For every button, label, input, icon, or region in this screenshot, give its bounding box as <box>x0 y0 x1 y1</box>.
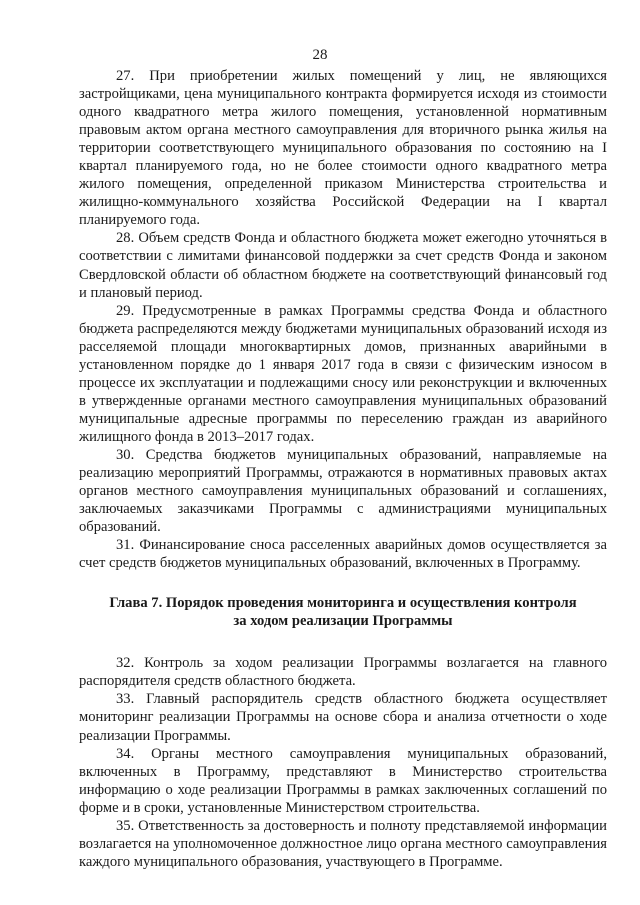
paragraph-34: 34. Органы местного самоуправления муниципальных образований, включенных в Программу, представляют в Министерство строительства информацию о ходе реализации Программы в рамках заключенных соглашений по форме и в сроки, установленные Министерством строительства. <box>79 745 607 816</box>
paragraph-33: 33. Главный распорядитель средств областного бюджета осуществляет мониторинг реализации Программы на основе сбора и анализа отчетности о ходе реализации Программы. <box>79 691 607 744</box>
paragraph-30: 30. Средства бюджетов муниципальных образований, направляемые на реализацию мероприятий Программы, отражаются в нормативных правовых актах органов местного самоуправления муниципальных образований и соглашениях, заключаемых заказчиками Программы с администрациями муниципальных образований. <box>79 446 607 536</box>
paragraph-29: 29. Предусмотренные в рамках Программы средства Фонда и областного бюджета распределяются между бюджетами муниципальных образований исходя из расселяемой площади многоквартирных домов, признанных аварийными в установленном порядке до 1 января 2017 года в связи с физическим износом в процессе их эксплуатации и подлежащими сносу или реконструкции и включенных в утвержденные органами местного самоуправления муниципальных образований муниципальные адресные программы по переселению граждан из аварийного жилищного фонда в 2013–2017 годах. <box>79 302 607 445</box>
chapter-heading <box>79 594 607 630</box>
chapter-heading-line-2: за ходом реализации Программы <box>233 613 453 630</box>
paragraph-35: 35. Ответственность за достоверность и полноту представляемой информации возлагается на уполномоченное должностное лицо органа местного самоуправления каждого муниципального образования, участвующего в Программе. <box>79 817 607 870</box>
page-number: 28 <box>312 47 328 63</box>
chapter-heading-line-1: Глава 7. Порядок проведения мониторинга и осуществления контроля <box>109 595 577 612</box>
paragraph-28: 28. Объем средств Фонда и областного бюджета может ежегодно уточняться в соответствии с лимитами финансовой поддержки за счет средств Фонда и законом Свердловской области об областном бюджете на соответствующий финансовый год и плановый период. <box>79 230 607 301</box>
paragraph-32: 32. Контроль за ходом реализации Программы возлагается на главного распорядителя средств областного бюджета. <box>79 655 607 690</box>
paragraph-27: 27. При приобретении жилых помещений у лиц, не являющихся застройщиками, цена муниципального контракта формируется исходя из стоимости одного квадратного метра жилого помещения, установленной нормативным правовым актом органа местного самоуправления для вторичного рынка жилья на территории соответствующего муниципального образования по состоянию на I квартал планируемого года, но не более стоимости одного квадратного метра жилого помещения, определенной приказом Министерства строительства и жилищно-коммунального хозяйства Российской Федерации на I квартал планируемого года. <box>79 68 607 229</box>
paragraph-31: 31. Финансирование сноса расселенных аварийных домов осуществляется за счет средств бюджетов муниципальных образований, включенных в Программу. <box>79 537 607 572</box>
document-body <box>79 67 607 871</box>
